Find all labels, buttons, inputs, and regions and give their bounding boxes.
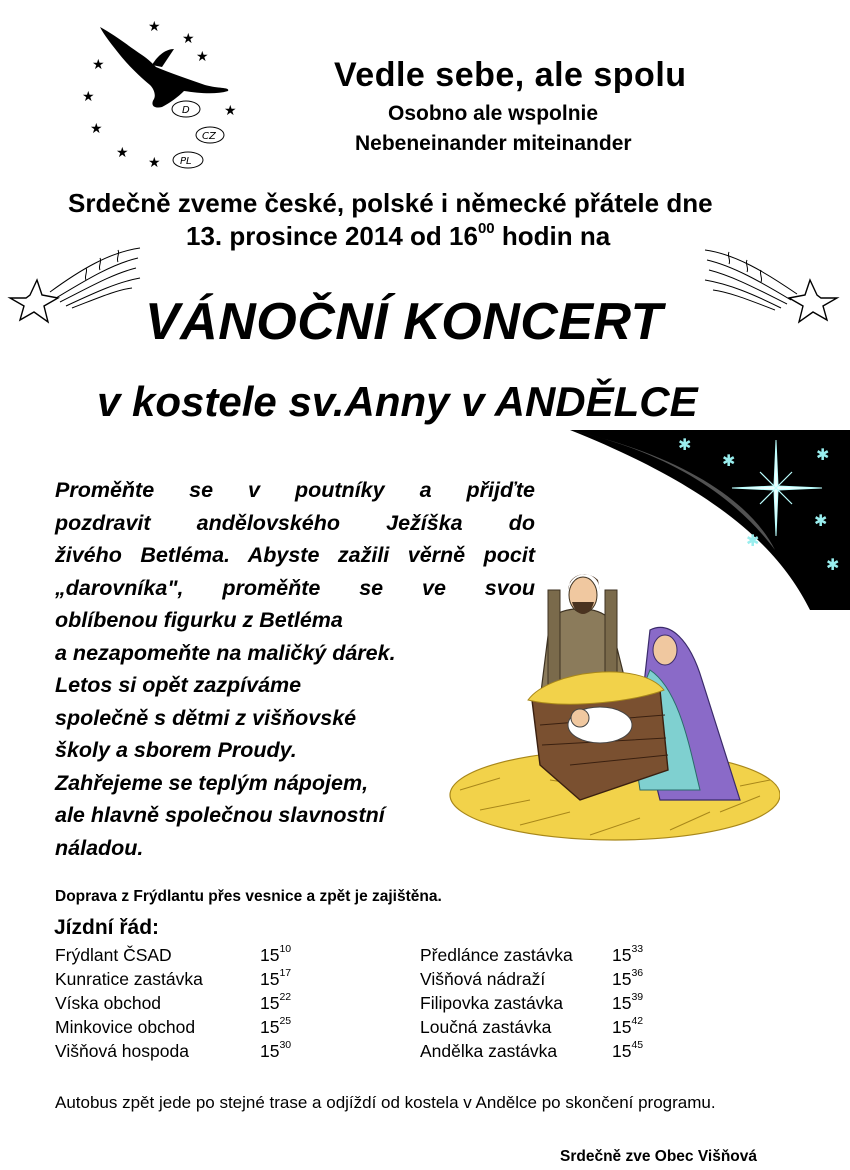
departure-time: $15^{36}$	[612, 967, 644, 989]
departure-time: $15^{39}$	[612, 991, 644, 1013]
logo-label-pl: PL	[180, 156, 192, 167]
page-title: Vedle sebe, ale spolu	[334, 56, 687, 94]
svg-text:✱: ✱	[816, 447, 830, 464]
stop-name: Frýdlant ČSAD	[55, 945, 172, 965]
stop-name: Višňová nádraží	[420, 969, 546, 989]
schedule-row	[55, 967, 292, 990]
transport-note: Doprava z Frýdlantu přes vesnice a zpět je zajištěna.	[55, 888, 442, 905]
departure-time: $15^{33}$	[612, 943, 644, 965]
invitation-line-2: 13. prosince 2014 od $16^{00}$ hodin na	[186, 220, 611, 251]
schedule-row	[420, 943, 644, 966]
body-line: „darovníka", proměňte se ve svou	[55, 575, 535, 600]
svg-text:★: ★	[92, 56, 105, 72]
departure-time: $15^{10}$	[260, 943, 292, 965]
departure-time: $15^{45}$	[612, 1039, 644, 1061]
svg-text:✱: ✱	[826, 557, 840, 574]
departure-time: $15^{25}$	[260, 1015, 292, 1037]
svg-text:✱: ✱	[722, 453, 736, 470]
body-line: náladou.	[55, 835, 144, 860]
svg-text:✱: ✱	[814, 513, 828, 530]
invitation-body	[55, 474, 535, 864]
departure-time: $15^{30}$	[260, 1039, 292, 1061]
logo-label-d: D	[182, 105, 190, 116]
departure-time: $15^{17}$	[260, 967, 292, 989]
subtitle-polish: Osobno ale wspolnie	[388, 102, 599, 125]
body-line: a nezapomeňte na maličký dárek.	[55, 640, 396, 665]
svg-text:★: ★	[116, 144, 129, 160]
stop-name: Loučná zastávka	[420, 1017, 552, 1037]
event-title: VÁNOČNÍ KONCERT	[145, 293, 663, 351]
schedule-row	[55, 1015, 292, 1038]
svg-text:✱: ✱	[746, 533, 760, 550]
schedule-row	[420, 1039, 644, 1062]
stop-name: Andělka zastávka	[420, 1041, 558, 1061]
svg-text:★: ★	[224, 102, 237, 118]
body-line: Zahřejeme se teplým nápojem,	[55, 770, 369, 795]
eagle-stars-logo	[70, 15, 250, 175]
invitation-line-1: Srdečně zveme české, polské i německé přátele dne	[68, 188, 713, 218]
body-line: společně s dětmi z višňovské	[55, 705, 357, 730]
schedule-row	[55, 943, 292, 966]
body-line: školy a sborem Proudy.	[55, 738, 297, 762]
shooting-star-right-icon	[695, 240, 850, 325]
schedule-row	[55, 1039, 292, 1062]
schedule-row	[55, 991, 292, 1014]
departure-time: $15^{42}$	[612, 1015, 644, 1037]
eagle-icon	[100, 27, 228, 108]
stop-name: Minkovice obchod	[55, 1017, 196, 1037]
stop-name: Višňová hospoda	[55, 1041, 189, 1061]
departure-time: $15^{22}$	[260, 991, 292, 1013]
body-line: ale hlavně společnou slavnostní	[55, 803, 385, 827]
schedule-row	[420, 967, 644, 990]
svg-text:★: ★	[148, 154, 161, 170]
schedule-row	[420, 991, 644, 1014]
stop-name: Filipovka zastávka	[420, 993, 563, 1013]
subtitle-german: Nebeneinander miteinander	[355, 132, 632, 155]
schedule-heading: Jízdní řád:	[54, 916, 160, 939]
body-line: Proměňte se v poutníky a přijďte	[55, 478, 535, 502]
body-line: živého Betléma. Abyste zažili věrně pocit	[55, 543, 535, 567]
shooting-star-left-icon	[0, 240, 145, 325]
svg-text:★: ★	[196, 48, 209, 64]
return-bus-note: Autobus zpět jede po stejné trase a odjíždí od kostela v Andělce po skončení programu.	[55, 1093, 716, 1112]
stop-name: Předlánce zastávka	[420, 945, 573, 965]
stop-name: Kunratice zastávka	[55, 969, 203, 989]
body-line: oblíbenou figurku z Betléma	[55, 608, 343, 632]
body-line: pozdravit andělovského Ježíška do	[55, 510, 535, 535]
svg-text:★: ★	[182, 30, 195, 46]
svg-text:★: ★	[82, 88, 95, 104]
svg-text:★: ★	[148, 18, 161, 34]
body-line: Letos si opět zazpíváme	[55, 673, 302, 697]
svg-text:★: ★	[90, 120, 103, 136]
logo-label-cz: CZ	[202, 131, 216, 142]
event-location: v kostele sv.Anny v ANDĚLCE	[97, 378, 698, 425]
svg-text:✱: ✱	[678, 437, 692, 454]
stop-name: Víska obchod	[55, 993, 162, 1013]
schedule-row	[420, 1015, 644, 1038]
signature: Srdečně zve Obec Višňová	[560, 1148, 758, 1165]
